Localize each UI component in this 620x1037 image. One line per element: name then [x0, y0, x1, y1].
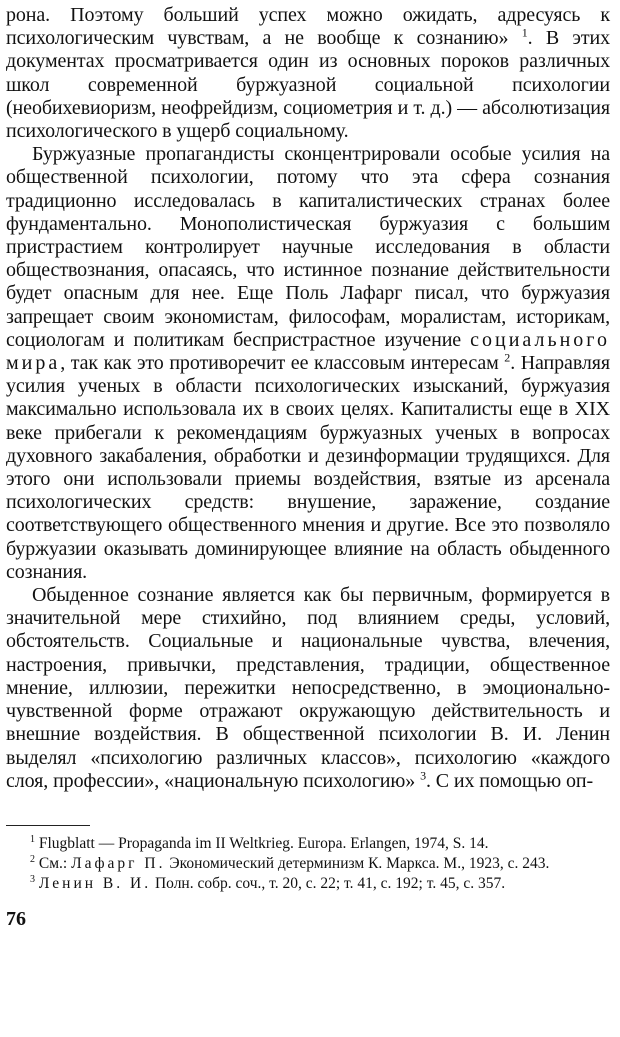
paragraph: рона. Поэтому больший успех можно ожидать, адресуясь к психологическим чувствам, а не вообще к сознанию» $^1$. В этих документах просматривается один из основных пороков различных школ современной буржуазной социальной психологии (необихевиоризм, неофрейдизм, социометрия и т. д.) — абсолютизация психологического в ущерб социальному. — [6, 4, 610, 143]
spaced-emphasis: социального мира — [6, 328, 610, 375]
paragraph: Обыденное сознание является как бы первичным, формируется в значительной мере стихийно, под влиянием среды, условий, обстоятельств. Социальные и национальные чувства, влечения, настроения, привычки, представления, традиции, общественное мнение, иллюзии, пережитки непосредственно, в эмоционально-чувственной форме отражают окружающую действительность и внешние воздействия. В общественной психологии В. И. Ленин выделял «психологию различных классов», психологию «каждого слоя, профессии», «национальную психологию» $^3$. С их помощью оп- — [6, 584, 610, 792]
footnote-ref: 1 — [30, 833, 35, 845]
page-number: 76 — [6, 907, 26, 930]
footnote-ref: 2 — [504, 350, 511, 365]
footnote: $^3$ Ленин В. И. Полн. собр. соч., т. 20, с. 22; т. 41, с. 192; т. 45, с. 357. — [30, 873, 506, 892]
footnotes — [6, 834, 610, 894]
footnote-ref: 3 — [420, 768, 426, 783]
footnote-divider — [6, 825, 90, 826]
footnote: $^1$ Flugblatt — Propaganda im II Weltkrieg. Europa. Erlangen, 1974, S. 14. — [30, 833, 489, 852]
footnote-ref: 2 — [30, 853, 35, 865]
footnote: $^2$ См.: Лафарг П. Экономический детерминизм К. Маркса. М., 1923, с. 243. — [30, 853, 550, 872]
spaced-emphasis: Лафарг П. — [71, 854, 166, 872]
footnote-ref: 1 — [521, 25, 528, 40]
footnote-ref: 3 — [30, 873, 35, 885]
main-text — [6, 4, 610, 793]
spaced-emphasis: Ленин В. И. — [38, 874, 152, 892]
paragraph: Буржуазные пропагандисты сконцентрировали особые усилия на общественной психологии, потому что эта сфера сознания традиционно исследовалась в капиталистических странах более фундаментально. Монополистическая буржуазия с большим пристрастием контролирует научные исследования в области обществознания, опасаясь, что истинное познание действительности будет опасным для нее. Еще Поль Лафарг писал, что буржуазия запрещает своим экономистам, философам, моралистам, историкам, социологам и политикам беспристрастное изучение социального мира, так как это противоречит ее классовым интересам $^2$. Направляя усилия ученых в области психологических изысканий, буржуазия максимально использовала их в своих целях. Капиталисты еще в XIX веке прибегали к рекомендациям буржуазных ученых в вопросах духовного закабаления, обработки и дезинформации трудящихся. Для этого они использовали приемы воздействия, взятые из арсенала психологических средств: внушение, заражение, создание соответствующего общественного мнения и другие. Все это позволяло буржуазии оказывать доминирующее влияние на область обыденного сознания. — [6, 143, 610, 583]
